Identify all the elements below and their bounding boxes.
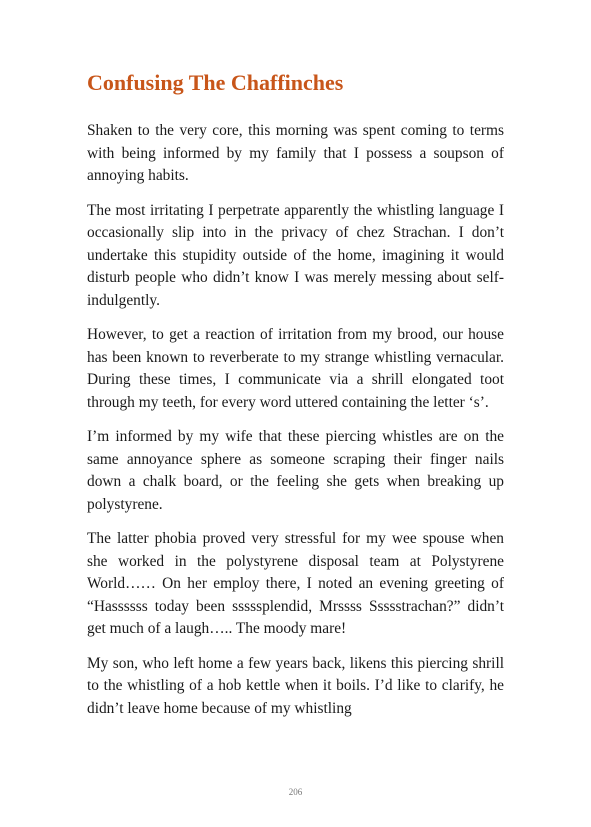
chapter-title: Confusing The Chaffinches <box>87 70 344 95</box>
paragraph: The latter phobia proved very stressful for my wee spouse when she worked in the polystyrene disposal team at Polystyrene World…… On her employ there, I noted an evening greeting of “Hassssss today been sssssplendid, Mrssss Ssssstrachan?” didn’t get much of a laugh….. The moody mare! <box>87 530 504 637</box>
paragraph: My son, who left home a few years back, likens this piercing shrill to the whistling of a hob kettle when it boils. I’d like to clarify, he didn’t leave home because of my whistling <box>87 654 504 717</box>
body-text <box>87 120 504 732</box>
paragraph: I’m informed by my wife that these piercing whistles are on the same annoyance sphere as someone scraping their finger nails down a chalk board, or the feeling she gets when breaking up polystyrene. <box>87 428 504 513</box>
paragraph: Shaken to the very core, this morning was spent coming to terms with being informed by my family that I possess a soupson of annoying habits. <box>87 122 504 184</box>
page-number: 206 <box>288 787 303 797</box>
paragraph: The most irritating I perpetrate apparently the whistling language I occasionally slip into in the privacy of chez Strachan. I don’t undertake this stupidity outside of the home, imagining it would disturb people who didn’t know I was merely messing about self-indulgently. <box>87 201 504 309</box>
paragraph: However, to get a reaction of irritation from my brood, our house has been known to reverberate to my strange whistling vernacular. During these times, I communicate via a shrill elongated toot through my teeth, for every word uttered containing the letter ‘s’. <box>87 326 504 411</box>
